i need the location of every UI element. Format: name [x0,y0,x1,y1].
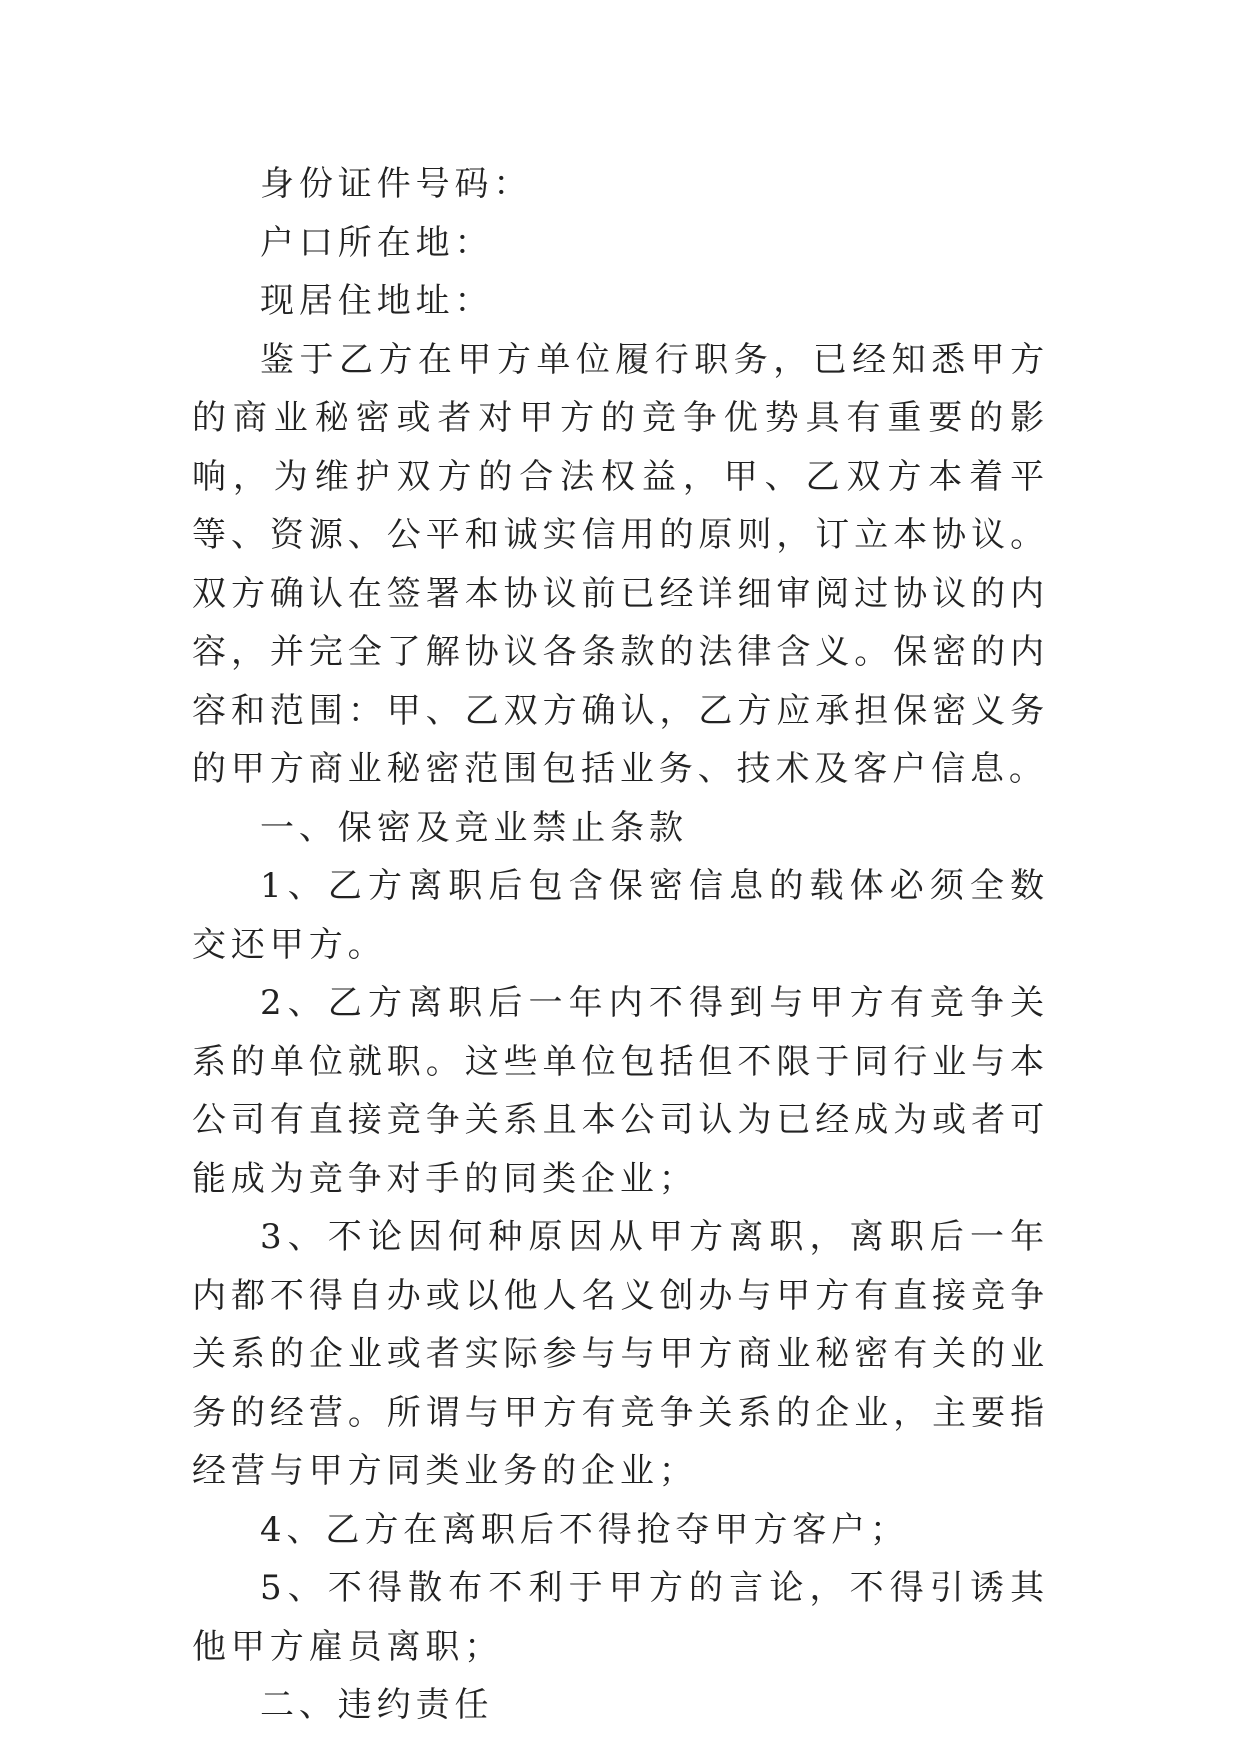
clause-4: 4、乙方在离职后不得抢夺甲方客户； [260,1509,909,1550]
current-address-field-label: 现居住地址： [260,281,494,321]
clause-1: 1、乙方离职后包含保密信息的载体必须全数交还甲方。 [192,866,1049,965]
household-registration-field-label: 户口所在地： [260,222,494,263]
preamble-paragraph: 鉴于乙方在甲方单位履行职务，已经知悉甲方的商业秘密或者对甲方的竞争优势具有重要的影响，为维护双方的合法权益，甲、乙双方本着平等、资源、公平和诚实信用的原则，订立本协议。双方确认在签署本协议前已经详细审阅过协议的内容，并完全了解协议各条款的法律含义。保密的内容和范围：甲、乙双方确认，乙方应承担保密义务的甲方商业秘密范围包括业务、技术及客户信息。 [192,339,1049,789]
id-number-field-label: 身份证件号码： [260,164,533,204]
section-heading-liability: 二、违约责任 [260,1685,494,1725]
clause-5: 5、不得散布不利于甲方的言论，不得引诱其他甲方雇员离职； [192,1568,1049,1667]
section-heading-confidentiality: 一、保密及竞业禁止条款 [260,807,688,848]
clause-2: 2、乙方离职后一年内不得到与甲方有竞争关系的单位就职。这些单位包括但不限于同行业与本公司有直接竞争关系且本公司认为已经成为或者可能成为竞争对手的同类企业； [192,983,1049,1199]
document-body [192,155,1049,1735]
clause-3: 3、不论因何种原因从甲方离职，离职后一年内都不得自办或以他人名义创办与甲方有直接竞争关系的企业或者实际参与与甲方商业秘密有关的业务的经营。所谓与甲方有竞争关系的企业，主要指经营与甲方同类业务的企业； [192,1217,1049,1491]
